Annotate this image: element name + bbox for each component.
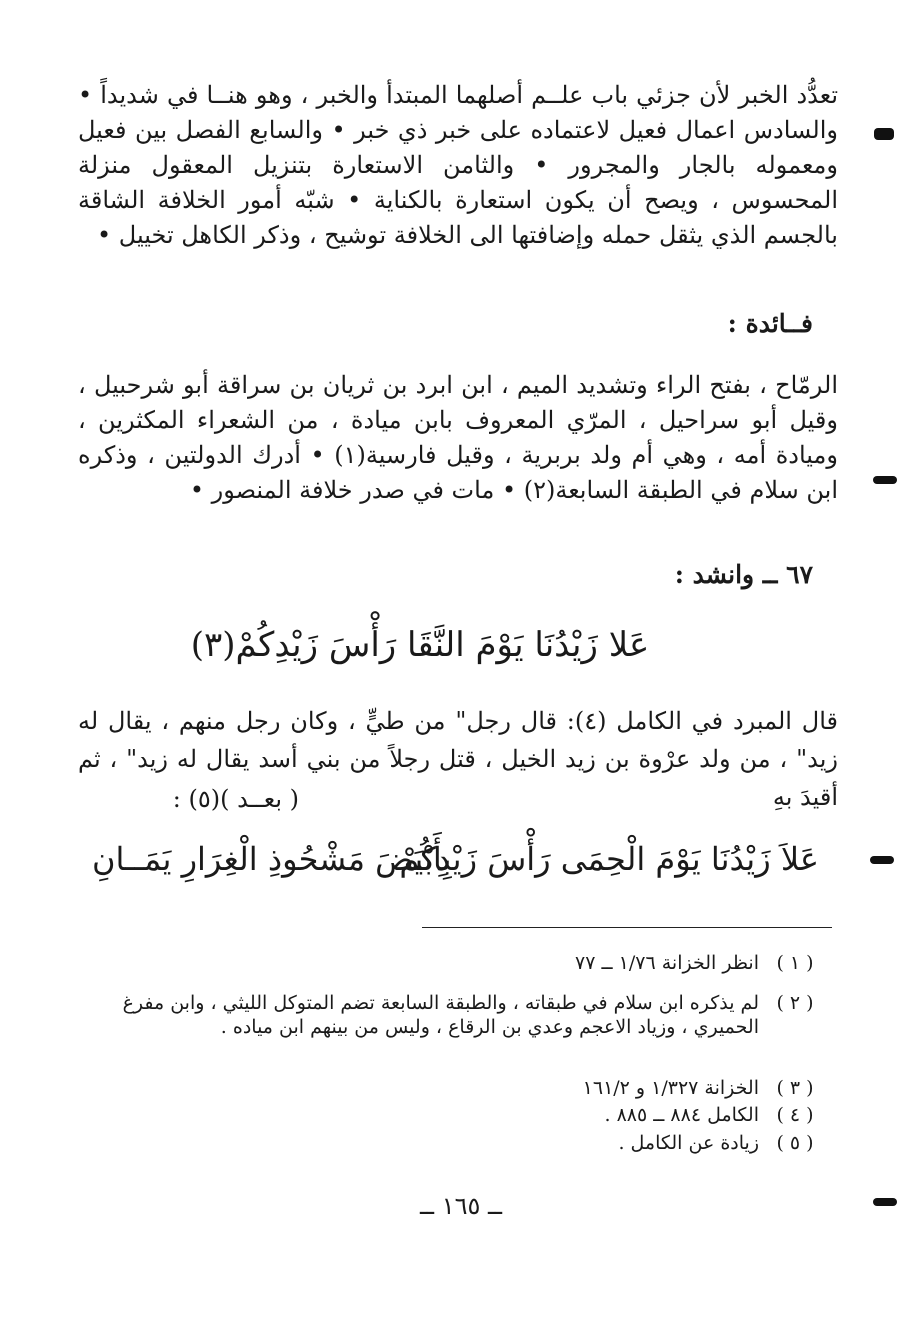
footnote-divider	[422, 927, 832, 928]
footnote-number: ( ٣ )	[776, 1077, 814, 1099]
paragraph-mubarrad: قال المبرد في الكامل (٤): قال رجل" من طيٍّ ، وكان رجل منهم ، يقال له زيد" ، من ولد عرْوة بن زيد الخيل ، قتل رجلاً من بني أسد يقال له زيد" ، ثم أقيدَ بهِ	[78, 707, 838, 811]
footnote-number: ( ٢ )	[776, 992, 814, 1014]
verse-hemistich-first: عَلاَ زَيْدُنَا يَوْمَ الْحِمَى رَأْسَ زَيْدِكُمْ	[399, 840, 819, 878]
footnote-number: ( ١ )	[776, 952, 814, 974]
footnote-number: ( ٥ )	[776, 1132, 814, 1154]
page-number: ــ ١٦٥ ــ	[420, 1192, 503, 1220]
paragraph-rhetoric: تعدُّد الخبر لأن جزئي باب علــم أصلهما المبتدأ والخبر ، وهو هنــا في شديداً • والسادس اعمال فعيل لاعتماده على خبر ذي خبر • والسابع الفصل بين فعيل ومعموله بالجار والمجرور • والثامن الاستعارة بتنزيل المعقول منزلة المحسوس ، ويصح أن يكون استعارة بالكناية • شبّه أمور الخلافة الشاقة بالجسم الذي يثقل حمله وإضافتها الى الخلافة توشيح ، وذكر الكاهل تخييل •	[78, 81, 839, 249]
heading-recited: ٦٧ ــ وانشد :	[674, 560, 813, 589]
paragraph-biography: الرمّاح ، بفتح الراء وتشديد الميم ، ابن ابرد بن ثريان بن سراقة أبو شرحبيل ، وقيل أبو سراحيل ، المرّي المعروف بابن ميادة ، من الشعراء المكثرين ، وميادة أمه ، وهي أم ولد بربرية ، وقيل فارسية(١) • أدرك الدولتين ، وذكره ابن سلام في الطبقة السابعة(٢) • مات في صدر خلافة المنصور •	[78, 371, 838, 504]
footnote-text: الخزانة ١/٣٢٧ و ١٦١/٢	[582, 1077, 759, 1099]
paragraph-mubarrad-continuation: ( بعــد )(٥) :	[172, 785, 299, 813]
footnote-text: الكامل ٨٨٤ ــ ٨٨٥ .	[604, 1104, 759, 1126]
footnote-text: زيادة عن الكامل .	[618, 1132, 759, 1154]
verse-line-1: عَلا زَيْدُنَا يَوْمَ النَّقَا رَأْسَ زَيْدِكُمْ(٣)	[190, 625, 650, 665]
footnote-number: ( ٤ )	[776, 1104, 814, 1126]
scan-margin-mark	[873, 1198, 897, 1206]
verse-hemistich-second: بِأَبْيَضَ مَشْحُوذِ الْغِرَارِ يَمَــانِ	[92, 840, 452, 878]
scan-margin-mark	[873, 476, 897, 484]
footnote-text: انظر الخزانة ١/٧٦ ــ ٧٧	[575, 952, 759, 974]
scan-margin-mark	[870, 856, 894, 864]
footnote-text: لم يذكره ابن سلام في طبقاته ، والطبقة السابعة تضم المتوكل الليثي ، وابن مفرغ الحميري ، وزياد الاعجم وعدي بن الرقاع ، وليس من بينهم ابن مياده .	[122, 992, 759, 1038]
heading-note: فــائدة :	[727, 309, 813, 338]
scan-margin-mark	[874, 128, 894, 140]
